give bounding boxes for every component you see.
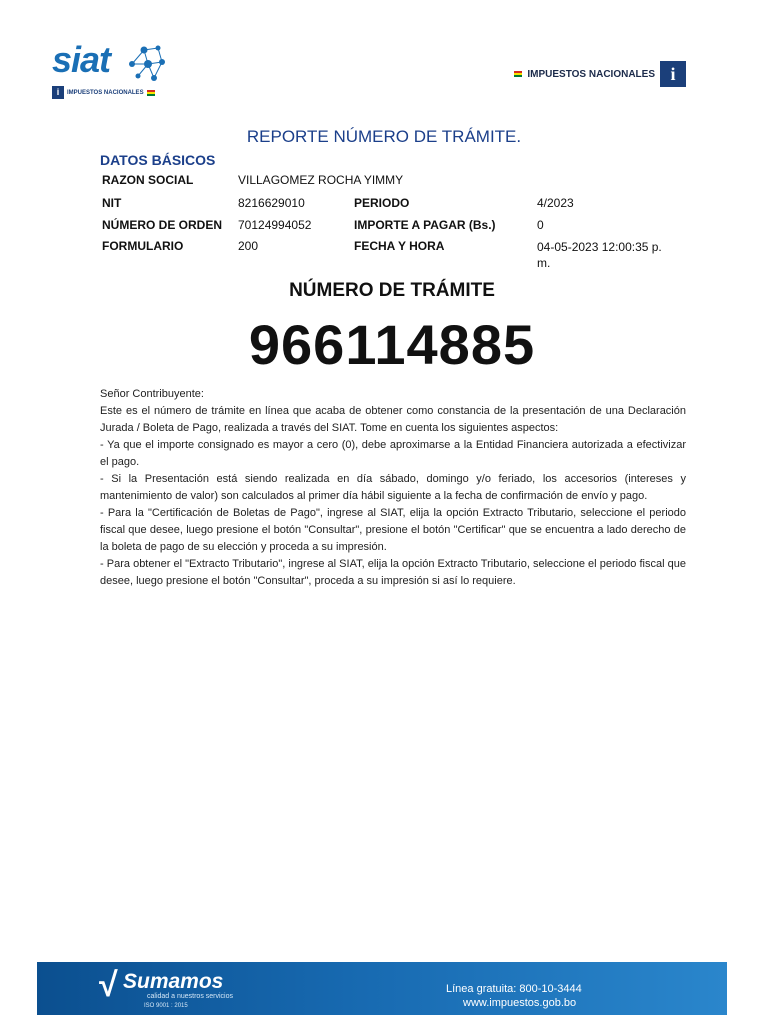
fecha-hora-value: 04-05-2023 12:00:35 p. m.	[537, 240, 662, 270]
importe-value: 0	[537, 218, 544, 232]
greeting: Señor Contribuyente:	[100, 388, 204, 400]
footer-banner	[37, 962, 727, 1015]
razon-social-value: VILLAGOMEZ ROCHA YIMMY	[238, 173, 404, 187]
siat-sub-text: IMPUESTOS NACIONALES	[67, 89, 144, 96]
importe-label: IMPORTE A PAGAR (Bs.)	[354, 218, 496, 232]
bolivia-flag-icon	[514, 71, 522, 77]
footer-iso: ISO 9001 : 2015	[144, 1003, 188, 1009]
nit-label: NIT	[102, 196, 122, 210]
paragraph-5: - Para obtener el "Extracto Tributario", ingrese al SIAT, elija la opción Extracto Tributario, seleccione el periodo fiscal que desee, luego presione el botón "Consultar", proceda a su impresión si así lo requiere.	[100, 558, 686, 587]
fecha-hora-label: FECHA Y HORA	[354, 239, 445, 253]
instructions	[100, 386, 686, 590]
impuestos-icon: i	[660, 61, 686, 87]
footer-brand: Sumamos	[123, 970, 224, 993]
siat-logo	[52, 40, 182, 102]
periodo-value: 4/2023	[537, 196, 574, 210]
periodo-label: PERIODO	[354, 196, 410, 210]
footer-tagline: calidad a nuestros servicios	[147, 993, 233, 1000]
impuestos-logo-text: IMPUESTOS NACIONALES	[527, 68, 655, 80]
siat-sub-brand	[52, 86, 155, 99]
formulario-label: FORMULARIO	[102, 239, 184, 253]
footer-website: www.impuestos.gob.bo	[463, 997, 577, 1009]
paragraph-3: - Si la Presentación está siendo realizada en día sábado, domingo y/o feriado, los accesorios (intereses y mantenimiento de valor) son calculados al primer día hábil siguiente a la fecha de confirmación de envío y pago.	[100, 473, 686, 502]
siat-logo-text: siat	[52, 39, 111, 80]
paragraph-4: - Para la "Certificación de Boletas de Pago", ingrese al SIAT, elija la opción Extracto Tributario, seleccione el periodo fiscal que desee, luego presione el botón "Consultar", presione el botón "Certificar" que se encuentra a lado derecho de la boleta de pago de su elección y proceda a su impresión.	[100, 507, 686, 553]
paragraph-1: Este es el número de trámite en línea que acaba de obtener como constancia de la presentación de una Declaración Jurada / Boleta de Pago, realizada a través del SIAT. Tome en cuenta los siguientes aspectos:	[100, 405, 686, 434]
section-title: DATOS BÁSICOS	[100, 152, 216, 168]
nit-value: 8216629010	[238, 196, 305, 210]
numero-orden-label: NÚMERO DE ORDEN	[102, 218, 223, 232]
checkmark-icon: √	[97, 966, 116, 1004]
tramite-number: 966114885	[248, 313, 536, 376]
network-icon	[124, 42, 170, 84]
razon-social-label: RAZON SOCIAL	[102, 173, 194, 187]
numero-orden-value: 70124994052	[238, 218, 312, 232]
impuestos-nacionales-logo	[514, 61, 686, 87]
formulario-value: 200	[238, 239, 259, 253]
paragraph-2: - Ya que el importe consignado es mayor a cero (0), debe aproximarse a la Entidad Financiera autorizada a efectivizar el pago.	[100, 439, 686, 468]
impuestos-icon: i	[52, 86, 64, 99]
bolivia-flag-icon	[147, 90, 155, 96]
report-title: REPORTE NÚMERO DE TRÁMITE.	[246, 127, 522, 146]
footer-phone: Línea gratuita: 800-10-3444	[446, 983, 582, 995]
tramite-title: NÚMERO DE TRÁMITE	[289, 280, 495, 301]
